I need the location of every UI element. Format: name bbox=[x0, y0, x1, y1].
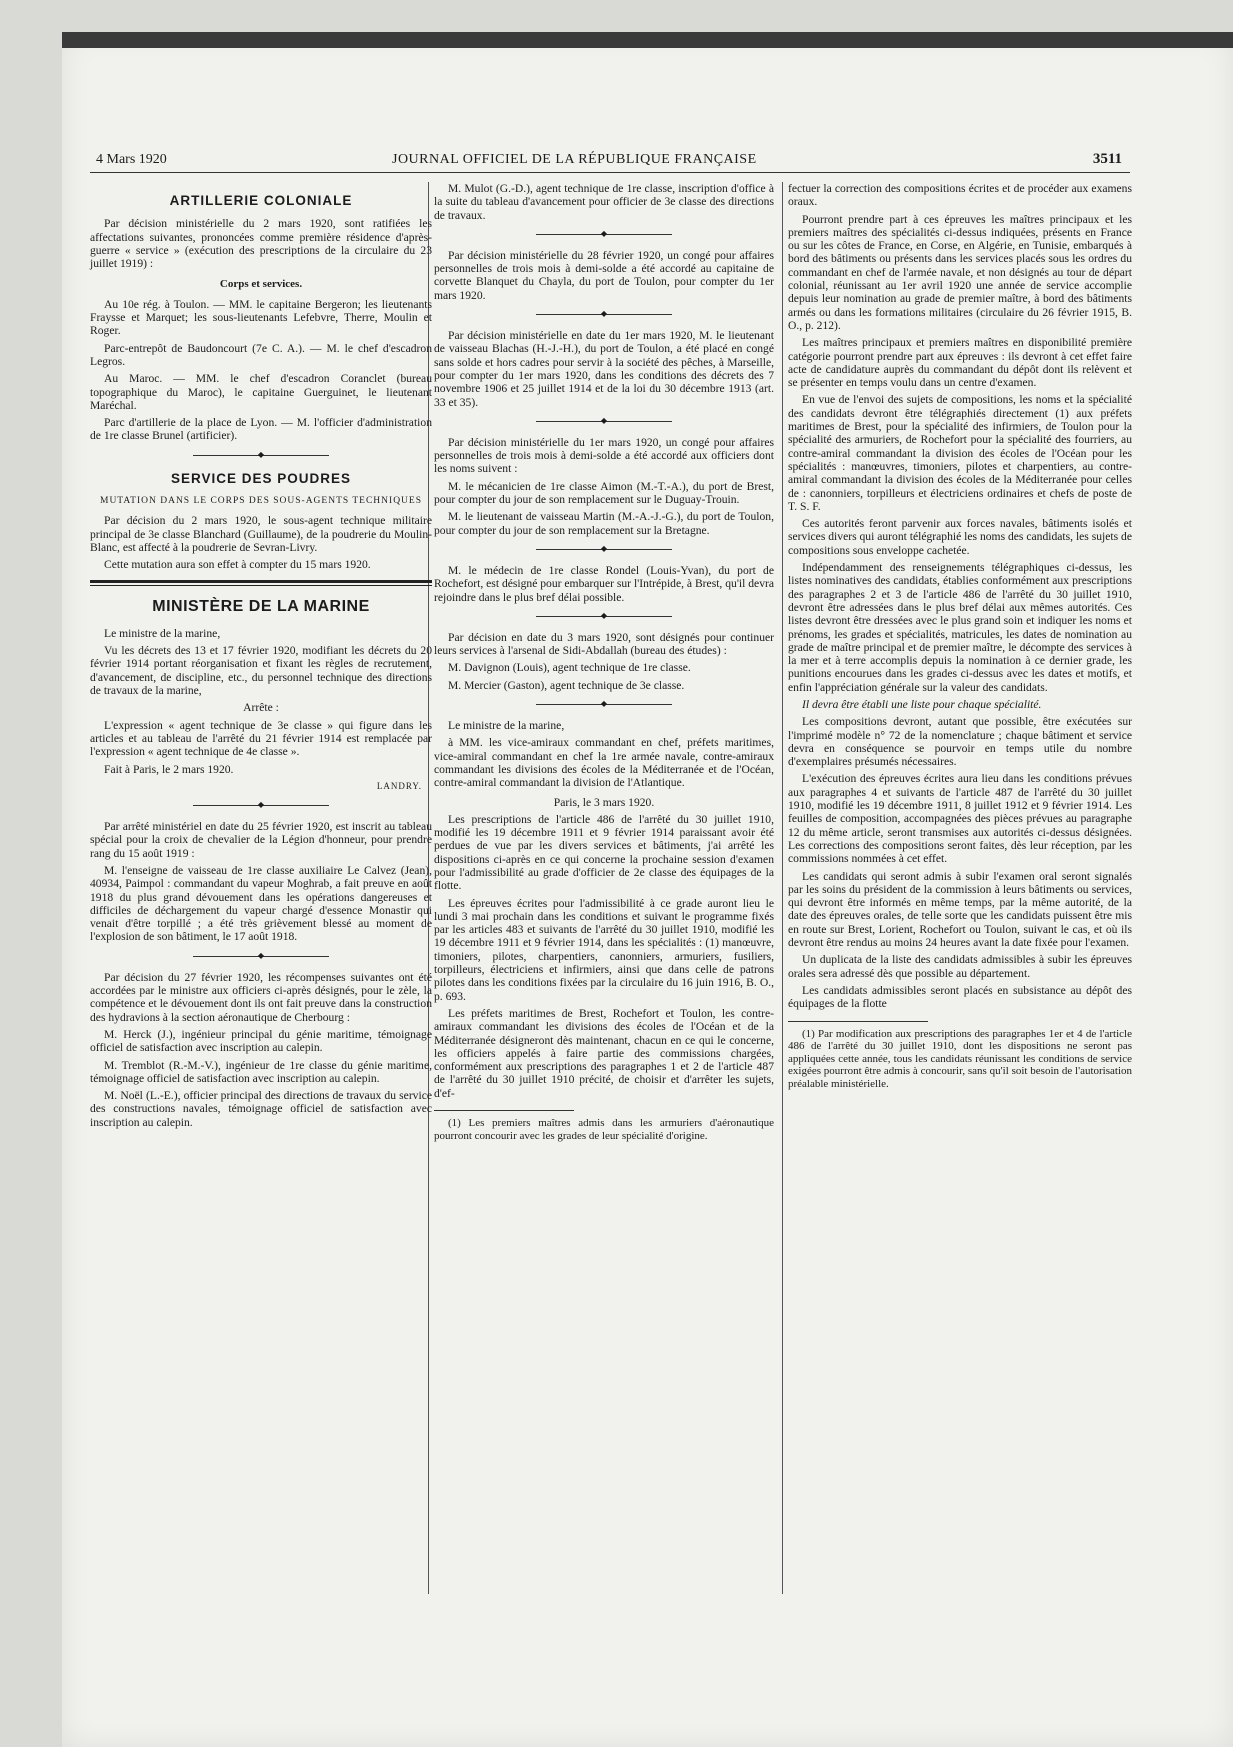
disponibilite: Les maîtres principaux et premiers maîtres en disponibilité première catégorie pourront prendre part aux épreuves : ils devront à cet effet faire acte de candidature auprès du commandant du dépôt dont ils relèvent et se présenter en temps voulu dans un centre d'examen. bbox=[788, 336, 1132, 390]
signature-landry: LANDRY. bbox=[376, 780, 422, 791]
compositions: Les compositions devront, autant que possible, être exécutées sur l'imprimé modèle n° 72 de la nomenclature ; chaque bâtiment et service devra en conséquence se pourvoir en temps utile du nombre d'exemplaires présumés nécessaires. bbox=[788, 715, 1132, 769]
circulaire-prescriptions: Les prescriptions de l'article 486 de l'arrêté du 30 juillet 1910, modifié les 19 décembre 1911 et 9 février 1914 paraissant avoir été perdues de vue par les divers services et bâtiments, j'ai arrêté les dispositions ci-après en ce qui concerne la prochaine session d'examen pour l'admissibilité au grade d'officier de 2e classe des équipages de la flotte. bbox=[434, 812, 774, 893]
circulaire-ministre: Le ministre de la marine, bbox=[448, 719, 565, 733]
thick-rule bbox=[90, 580, 432, 586]
conge-blanquet: Par décision ministérielle du 28 février 1920, un congé pour affaires personnelles de trois mois à demi-solde a été accordé au capitaine de corvette Blanquet du Chayla, du port de Toulon, pour compter du 1er mars 1920. bbox=[434, 248, 774, 302]
separator bbox=[434, 417, 774, 426]
autorites: Ces autorités feront parvenir aux forces navales, bâtiments isolés et services divers qui auront télégraphié les noms des candidats, les sujets de compositions sous enveloppe cachetée. bbox=[788, 517, 1132, 557]
legion-le-calvez: M. l'enseigne de vaisseau de 1re classe auxiliaire Le Calvez (Jean), 40934, Paimpol : commandant du vapeur Moghrab, a fait preuve en août 1918 du plus grand dévouement dans les opérations dangereuses et difficiles de déchargement du vapeur chargé d'essence Monastir qui venait d'être torpillé ; a été très grièvement blessé au moment de l'explosion de son bâtiment, le 17 août 1918. bbox=[90, 863, 432, 944]
footnote-1-col3: (1) Par modification aux prescriptions des paragraphes 1er et 4 de l'article 486 de l'arrêté du 30 juillet 1910, dont les dispositions ne seront pas appliquées cette année, tous les candidats réunissant les conditions de service exigées pourront être admis à concourir, sans qu'il soit besoin de l'autorisation préalable ministérielle. bbox=[788, 1027, 1132, 1090]
footnote-1-col2: (1) Les premiers maîtres admis dans les armuriers d'aéronautique pourront concourir avec les grades de leur spécialité d'origine. bbox=[434, 1117, 774, 1142]
column-3 bbox=[788, 182, 1132, 1094]
column-1 bbox=[90, 182, 432, 1133]
sidi-abdallah-intro: Par décision en date du 3 mars 1920, sont désignés pour continuer leurs services à l'arsenal de Sidi-Abdallah (bureau des études) : bbox=[434, 630, 774, 658]
footnote-rule bbox=[434, 1110, 574, 1111]
min-arrete: Arrête : bbox=[243, 701, 279, 715]
rondel-entry: M. le médecin de 1re classe Rondel (Louis-Yvan), du port de Rochefort, est désigné pour embarquer sur l'Intrépide, à Brest, qu'il devra rejoindre dans le plus bref délai possible. bbox=[434, 563, 774, 604]
recompense-noel: M. Noël (L.-E.), officier principal des directions de travaux du service des constructions navales, témoignage officiel de satisfaction avec inscription au calepin. bbox=[90, 1089, 432, 1129]
column-rule-2 bbox=[782, 182, 783, 1594]
envoi-sujets: En vue de l'envoi des sujets de compositions, les noms et la spécialité des candidats devront être télégraphiés directement (1) aux préfets maritimes de Brest, pour la spécialité des infirmiers, de Toulon pour la spécialité des armuriers, de Rochefort pour la spécialité des fourriers, au contre-amiral commandant la division des écoles de l'Océan pour les spécialités : manœuvres, timoniers, pilotes et charpentiers, au contre-amiral commandant la division des écoles de la Méditerranée pour celles de : canonniers, torpilleurs et électriciens ordinaires et chefs de poste de T. S. F. bbox=[788, 393, 1132, 513]
column-2 bbox=[434, 182, 774, 1146]
duplicata: Un duplicata de la liste des candidats admissibles à subir les épreuves orales sera adressé dès que possible au département. bbox=[788, 953, 1132, 980]
subsection-corps: Corps et services. bbox=[219, 278, 303, 291]
header-date: 4 Mars 1920 bbox=[96, 152, 167, 167]
conge-aimon: M. le mécanicien de 1re classe Aimon (M.-T.-A.), du port de Brest, pour compter du jour de son remplacement sur le Duguay-Trouin. bbox=[434, 479, 774, 507]
recompense-tremblot: M. Tremblot (R.-M.-V.), ingénieur de 1re classe du génie maritime, témoignage officiel de satisfaction avec inscription au calepin. bbox=[90, 1058, 432, 1085]
min-expression: L'expression « agent technique de 3e classe » qui figure dans les articles et au tableau de l'arrêté du 21 février 1914 est remplacée par l'expression « agent technique de 4e classe ». bbox=[90, 718, 432, 759]
subsection-mutation: MUTATION DANS LE CORPS DES SOUS-AGENTS TECHNIQUES bbox=[100, 496, 422, 507]
circulaire-prefets: Les préfets maritimes de Brest, Rochefort et Toulon, les contre-amiraux commandant les divisions des écoles de l'Océan et de la Méditerranée désigneront dès maintenant, chacun en ce qui le concerne, les officiers appelés à faire partie des commissions chargées, conformément aux prescriptions des paragraphes 1 et 2 de l'article 487 de l'arrêté du 30 juillet 1910 précité, de choisir et d'arrêter les sujets, d'ef- bbox=[434, 1006, 774, 1100]
header-title: JOURNAL OFFICIEL DE LA RÉPUBLIQUE FRANÇAISE bbox=[392, 152, 757, 167]
separator bbox=[434, 230, 774, 239]
min-vu: Vu les décrets des 13 et 17 février 1920, modifiant les décrets du 20 février 1914 portant réorganisation et fixant les règles de recrutement, d'avancement, de discipline, etc., du personnel technique des directions de travaux de la marine, bbox=[90, 644, 432, 698]
header-page-number: 3511 bbox=[1092, 151, 1122, 167]
circulaire-epreuves: Les épreuves écrites pour l'admissibilité à ce grade auront lieu le lundi 3 mai prochain dans les conditions et suivant le programme fixés par les articles 483 et suivants de l'arrêté du 30 juillet 1910, modifié les 19 décembre 1911 et 9 février 1914, dans les spécialités : (1) manœuvre, timoniers, pilotes, charpentiers, canonniers, armuriers, fusiliers, torpilleurs, électriciens et infirmiers, ainsi que dans celle de patrons pilotes dans les conditions fixées par la circulaire du 16 juin 1916, B. O., p. 693. bbox=[434, 896, 774, 1003]
davignon-entry: M. Davignon (Louis), agent technique de 1re classe. bbox=[448, 661, 691, 675]
listes-nominatives: Indépendamment des renseignements télégraphiques ci-dessus, les listes nominatives des candidats, établies conformément aux prescriptions des paragraphes 2 et 3 de l'article 486 de l'arrêté du 30 juillet 1910, devront être adressées dans le plus bref délai aux mêmes autorités. Ces listes devront être dressées avec le plus grand soin et indiquer les noms et prénoms, les grades et spécialités, matricules, les dates de nomination au grade de maître principal et de premier maître, le décompte des services à la mer et à terre accomplis depuis la nomination à ce dernier grade, les punitions encourues dans les grades ci-dessus avec les dates et motifs, et enfin l'appréciation générale sur la valeur des candidats. bbox=[788, 561, 1132, 694]
corps-toulon: Au 10e rég. à Toulon. — MM. le capitaine Bergeron; les lieutenants Fraysse et Marquet; les sous-lieutenants Lefebvre, Therre, Moulin et Roger. bbox=[90, 297, 432, 338]
conge-martin: M. le lieutenant de vaisseau Martin (M.-A.-J.-G.), du port de Toulon, pour compter du jour de son remplacement sur la Bretagne. bbox=[434, 510, 774, 537]
continuation: fectuer la correction des compositions écrites et de procéder aux examens oraux. bbox=[788, 182, 1132, 209]
conge-officiers-intro: Par décision ministérielle du 1er mars 1920, un congé pour affaires personnelles de trois mois à demi-solde a été accordé aux officiers dont les noms suivent : bbox=[434, 435, 774, 476]
corps-lyon: Parc d'artillerie de la place de Lyon. — M. l'officier d'administration de 1re classe Brunel (artificier). bbox=[90, 416, 432, 443]
separator bbox=[90, 801, 432, 810]
subsistance: Les candidats admissibles seront placés en subsistance au dépôt des équipages de la flotte bbox=[788, 983, 1132, 1011]
separator bbox=[434, 545, 774, 554]
corps-baudoncourt: Parc-entrepôt de Baudoncourt (7e C. A.). — M. le chef d'escadron Legros. bbox=[90, 341, 432, 368]
separator bbox=[434, 310, 774, 319]
separator bbox=[90, 952, 432, 961]
scan-top-border bbox=[62, 32, 1233, 48]
recompense-herck: M. Herck (J.), ingénieur principal du génie maritime, témoignage officiel de satisfaction avec inscription au calepin. bbox=[90, 1027, 432, 1055]
circulaire-destinataires: à MM. les vice-amiraux commandant en chef, préfets maritimes, vice-amiral commandant en chef la 1re armée navale, contre-amiraux commandant les divisions des écoles de la Méditerranée et de l'Océan, contre-amiral commandant la division de l'Atlantique. bbox=[434, 736, 774, 790]
circulaire-date: Paris, le 3 mars 1920. bbox=[553, 795, 655, 809]
separator bbox=[434, 612, 774, 621]
section-title-artillerie: ARTILLERIE COLONIALE bbox=[169, 193, 353, 208]
min-fait: Fait à Paris, le 2 mars 1920. bbox=[104, 762, 234, 776]
candidats-eligibles: Pourront prendre part à ces épreuves les maîtres principaux et les premiers maîtres des spécialités ci-dessus indiquées, présents en France ou sur les côtes de France, en Corse, en Algérie, en Tunisie, embarqués à bord des bâtiments ou présents dans les services placés sous les ordres du commandant en chef de l'armée navale, et non désignés au tour de départ colonial, réunissant au 1er avril 1920 une année de service accomplie depuis leur nomination au grade de premier maître, à bord des bâtiments armés ou dans les formations militaires (circulaire du 26 février 1915, B. O., p. 212). bbox=[788, 212, 1132, 332]
separator bbox=[434, 700, 774, 709]
execution-epreuves: L'exécution des épreuves écrites aura lieu dans les conditions prévues aux paragraphes 4 et suivants de l'article 487 de l'arrêté du 30 juillet 1910, modifié les 19 décembre 1911, 8 juillet 1912 et 9 février 1914. Les feuilles de composition, accompagnées des pièces prévues au paragraphe 12 du même article, seront transmises aux autorités ci-dessus désignées. Les corrections des compositions seront faites, dès leur réception, par les commissions nommées à cet effet. bbox=[788, 772, 1132, 866]
mercier-entry: M. Mercier (Gaston), agent technique de 3e classe. bbox=[448, 678, 685, 692]
poudres-effet: Cette mutation aura son effet à compter du 15 mars 1920. bbox=[104, 558, 371, 572]
ministry-title: MINISTÈRE DE LA MARINE bbox=[152, 597, 370, 615]
conge-blachas: Par décision ministérielle en date du 1er mars 1920, M. le lieutenant de vaisseau Blachas (H.-J.-H.), du port de Toulon, a été placé en congé sans solde et hors cadres pour servir à la société des pêches, à Marseille, pour compter du 1er mars 1920, dans les conditions des décrets des 7 novembre 1906 et 25 juillet 1914 et de la loi du 30 décembre 1913 (art. 33 et 35). bbox=[434, 329, 774, 409]
examen-oral: Les candidats qui seront admis à subir l'examen oral seront signalés par les soins du président de la commission à leurs bâtiments ou services, qui devront être informés en même temps, par la même autorité, de la date des épreuves orales, de telle sorte que les candidats puissent être mis en route sur Brest, Lorient, Rochefort ou Toulon, suivant le cas, et où ils devront être rendus au moins 24 heures avant la date fixée pour l'examen. bbox=[788, 869, 1132, 950]
separator bbox=[90, 451, 432, 460]
artillerie-intro: Par décision ministérielle du 2 mars 1920, sont ratifiées les affectations suivantes, prononcées comme première résidence d'après-guerre « service » (exécution des prescriptions de la circulaire du 23 juillet 1919) : bbox=[90, 217, 432, 271]
recompenses-decision: Par décision du 27 février 1920, les récompenses suivantes ont été accordées par le ministre aux officiers ci-après désignés, pour le zèle, la compétence et le dévouement dont ils ont fait preuve dans la construction des hydravions à la section aéronautique de Cherbourg : bbox=[90, 970, 432, 1024]
min-ministre: Le ministre de la marine, bbox=[104, 626, 221, 640]
footnote-rule bbox=[788, 1021, 928, 1022]
corps-maroc: Au Maroc. — MM. le chef d'escadron Coranclet (bureau topographique du Maroc), le capitaine Guerguinet, le lieutenant Maréchal. bbox=[90, 372, 432, 412]
section-title-poudres: SERVICE DES POUDRES bbox=[170, 470, 352, 486]
legion-arrete: Par arrêté ministériel en date du 25 février 1920, est inscrit au tableau spécial pour la croix de chevalier de la Légion d'honneur, pour prendre rang du 15 août 1919 : bbox=[90, 820, 432, 860]
mulot-entry: M. Mulot (G.-D.), agent technique de 1re classe, inscription d'office à la suite du tableau d'avancement pour officier de 3e classe des directions de travaux. bbox=[434, 182, 774, 222]
liste-specialite: Il devra être établi une liste pour chaque spécialité. bbox=[802, 697, 1042, 711]
poudres-decision: Par décision du 2 mars 1920, le sous-agent technique militaire principal de 3e classe Blanchard (Guillaume), de la poudrerie du Moulin-Blanc, est affecté à la poudrerie de Sevran-Livry. bbox=[90, 514, 432, 554]
page-header bbox=[90, 150, 1130, 173]
